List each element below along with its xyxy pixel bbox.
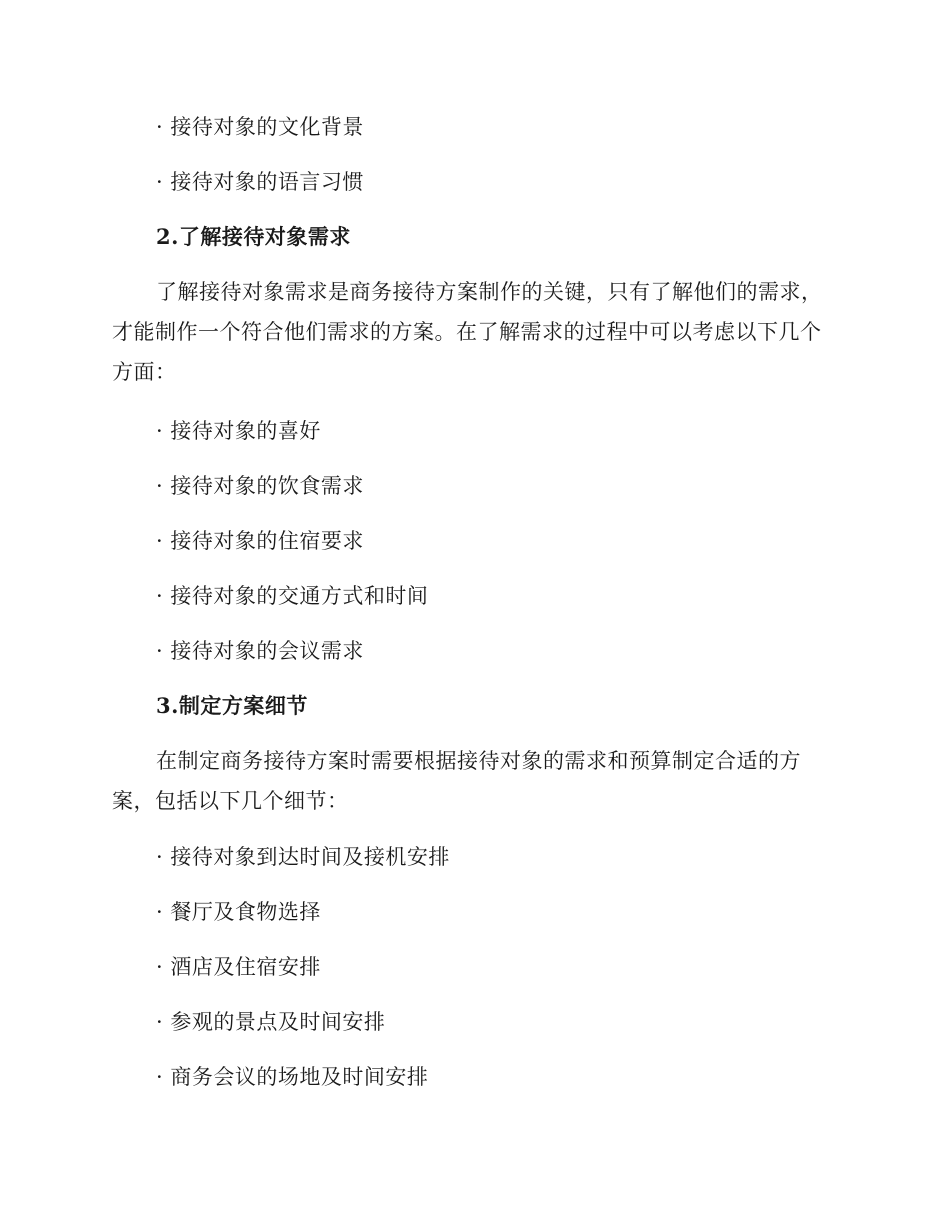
bullet-diet: · 接待对象的饮食需求 — [156, 474, 364, 498]
section-2-paragraph: 了解接待对象需求是商务接待方案制作的关键，只有了解他们的需求，才能制作一个符合他们需求的方案。在了解需求的过程中可以考虑以下几个方面： — [112, 280, 823, 384]
bullet-restaurant: · 餐厅及食物选择 — [156, 900, 321, 924]
bullet-preferences: · 接待对象的喜好 — [156, 419, 321, 443]
bullet-venue: · 商务会议的场地及时间安排 — [156, 1065, 429, 1089]
section-heading-3: 3.制定方案细节 — [156, 693, 308, 718]
bullet-lodging: · 接待对象的住宿要求 — [156, 529, 364, 553]
section-heading-2: 2.了解接待对象需求 — [156, 224, 351, 249]
bullet-sightseeing: · 参观的景点及时间安排 — [156, 1010, 386, 1034]
section-3-paragraph: 在制定商务接待方案时需要根据接待对象的需求和预算制定合适的方案，包括以下几个细节： — [112, 749, 801, 813]
bullet-transport: · 接待对象的交通方式和时间 — [156, 584, 429, 608]
bullet-meeting: · 接待对象的会议需求 — [156, 639, 364, 663]
bullet-culture: · 接待对象的文化背景 — [156, 115, 364, 139]
bullet-hotel: · 酒店及住宿安排 — [156, 955, 321, 979]
bullet-arrival: · 接待对象到达时间及接机安排 — [156, 845, 450, 869]
bullet-language: · 接待对象的语言习惯 — [156, 170, 364, 194]
